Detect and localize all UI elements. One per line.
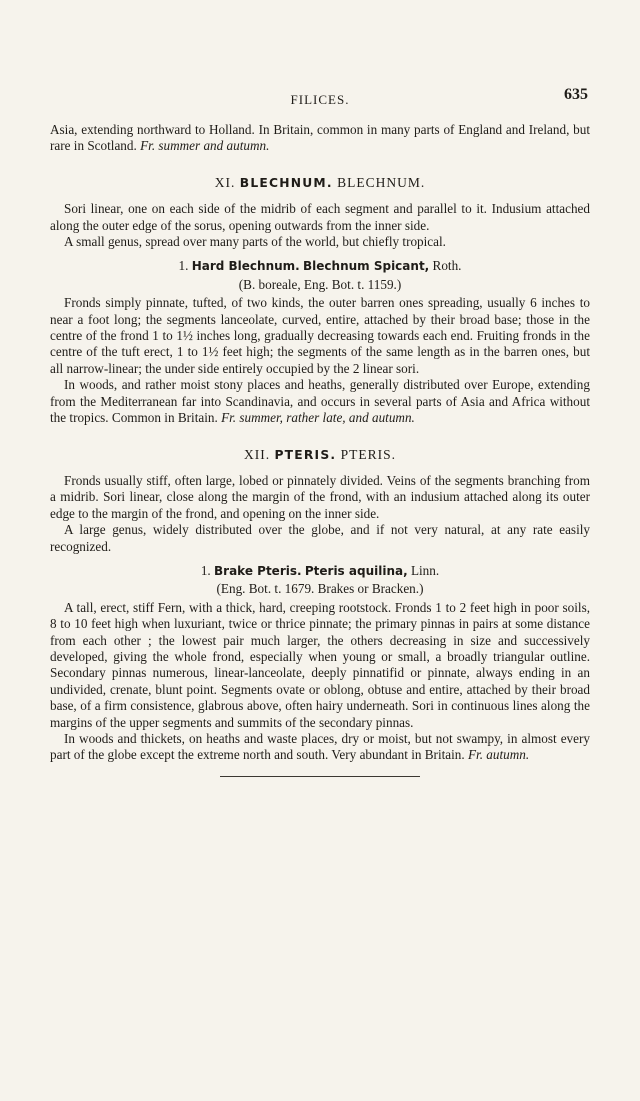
running-title: FILICES.: [290, 92, 350, 107]
species-habitat-text: In woods, and rather moist stony places and heaths, generally distributed over Europe, extending from the Mediterranean far into Scandinavia, and occurs in several parts of Asia and Africa without the tropics. Common in Britain.: [50, 377, 590, 426]
running-head: [0, 86, 640, 110]
page-content: [50, 122, 590, 777]
end-rule: [220, 776, 420, 777]
species-description: A tall, erect, stiff Fern, with a thick, hard, creeping rootstock. Fronds 1 to 2 feet high in poor soils, 8 to 10 feet high when luxuriant, twice or thrice pinnate; the primary pinnas in pairs at some distance from each other ; the lowest pair much larger, the others decreasing in size and successively developed, giving the whole frond, especially when young or small, a broadly triangular outline. Secondary pinnas numerous, linear-lanceolate, deeply pinnatifid or pinnate, always ending in an undivided, crenate, blunt point. Segments ovate or oblong, obtuse and entire, attached by their broad base, of a firm consistence, glabrous above, often hairy underneath. Sori in continuous lines along the margins of the upper segments and summits of the secondary pinnas.: [50, 599, 590, 730]
genus-name-plain: BLECHNUM.: [337, 174, 426, 190]
genus-description: Fronds usually stiff, often large, lobed or pinnately divided. Veins of the segments branching from a midrib. Sori linear, close along the margin of the frond, with an indusium attached along its outer edge to the margin of the frond, and opening on the inner side.: [50, 472, 590, 521]
intro-paragraph: [50, 122, 590, 155]
species-latin-name: Pteris aquilina,: [304, 563, 408, 578]
species-number: 1.: [178, 258, 189, 274]
species-habitat: [50, 377, 590, 426]
species-synonym: (Eng. Bot. t. 1679. Brakes or Bracken.): [216, 581, 424, 597]
section-heading-xi: [50, 175, 590, 191]
species-authority: Roth.: [432, 258, 462, 274]
species-season: Fr. summer, rather late, and autumn.: [221, 410, 415, 426]
species-common-name: Brake Pteris.: [214, 563, 302, 578]
genus-distribution: A small genus, spread over many parts of the world, but chiefly tropical.: [64, 234, 446, 250]
section-heading-xii: [50, 447, 590, 463]
species-heading: [50, 563, 590, 579]
species-authority: Linn.: [410, 562, 440, 578]
species-synonym: (B. boreale, Eng. Bot. t. 1159.): [238, 276, 402, 292]
species-heading: [50, 258, 590, 274]
species-common-name: Hard Blechnum.: [191, 259, 300, 274]
species-latin-name: Blechnum Spicant,: [303, 259, 430, 274]
species-habitat: [50, 731, 590, 764]
genus-distribution: A large genus, widely distributed over the globe, and if not very natural, at any rate easily recognized.: [50, 522, 590, 554]
species-number: 1.: [200, 562, 211, 578]
section-numeral: XI.: [214, 174, 236, 190]
intro-text: Asia, extending northward to Holland. In Britain, common in many parts of England and Ireland, but rare in Scotland.: [50, 122, 590, 154]
genus-name-bold: BLECHNUM.: [239, 175, 333, 190]
species-habitat-text: In woods and thickets, on heaths and waste places, dry or moist, but not swampy, in almost every part of the globe except the extreme north and south. Very abundant in Britain.: [50, 731, 590, 763]
genus-description: Sori linear, one on each side of the midrib of each segment and parallel to it. Indusium attached along the outer edge of the sorus, opening outwards from the inner side.: [50, 201, 590, 233]
species-season: Fr. autumn.: [467, 747, 530, 763]
intro-season: Fr. summer and autumn.: [140, 138, 270, 154]
section-numeral: XII.: [243, 446, 271, 462]
genus-name-plain: PTERIS.: [340, 446, 397, 462]
genus-name-bold: PTERIS.: [274, 447, 337, 462]
species-description: Fronds simply pinnate, tufted, of two kinds, the outer barren ones spreading, usually 6 inches to near a foot long; the segments lanceolate, curved, entire, attached by their broad base; those in the centre of the frond 1 to 1½ inches long, gradually decreasing towards each end. Fruiting fronds in the centre of the tuft erect, 1 to 1½ feet high; the segments of the same length as in the barren ones, but all narrow-linear; the under side entirely occupied by the 2 linear sori.: [50, 295, 590, 376]
page-number: 635: [564, 86, 588, 103]
